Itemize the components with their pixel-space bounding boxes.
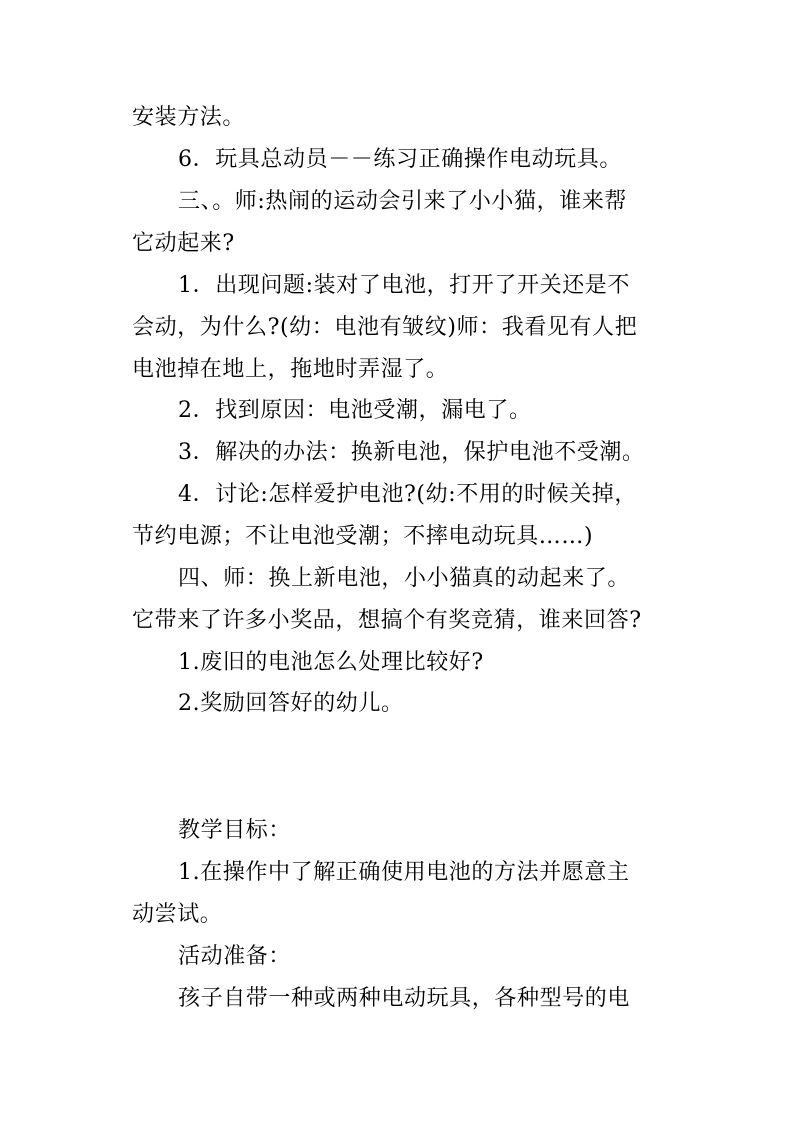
text-line: 它动起来? bbox=[132, 231, 235, 256]
text-line: 1.在操作中了解正确使用电池的方法并愿意主 bbox=[178, 860, 630, 885]
text-line: 3．解决的办法：换新电池，保护电池不受潮。 bbox=[178, 440, 645, 465]
text-line: 三、。师:热闹的运动会引来了小小猫，谁来帮 bbox=[178, 189, 628, 214]
section-heading: 活动准备： bbox=[178, 944, 292, 969]
text-line: 节约电源；不让电池受潮；不摔电动玩具……) bbox=[132, 524, 594, 549]
text-line: 电池掉在地上，拖地时弄湿了。 bbox=[132, 357, 449, 382]
text-line: 1．出现问题:装对了电池，打开了开关还是不 bbox=[178, 273, 631, 298]
text-line: 1.废旧的电池怎么处理比较好? bbox=[178, 650, 484, 675]
text-line: 会动，为什么?(幼：电池有皱纹)师：我看见有人把 bbox=[132, 315, 638, 340]
text-line: 动尝试。 bbox=[132, 902, 223, 927]
text-line: 孩子自带一种或两种电动玩具，各种型号的电 bbox=[178, 986, 631, 1011]
text-line: 2.奖励回答好的幼儿。 bbox=[178, 691, 404, 716]
text-line: 四、师：换上新电池，小小猫真的动起来了。 bbox=[178, 566, 631, 591]
text-line: 安装方法。 bbox=[132, 105, 246, 130]
text-line: 6．玩具总动员－－练习正确操作电动玩具。 bbox=[178, 147, 622, 172]
text-line: 2．找到原因：电池受潮，漏电了。 bbox=[178, 398, 532, 423]
section-heading: 教学目标： bbox=[178, 818, 292, 843]
text-line: 它带来了许多小奖品，想搞个有奖竞猜，谁来回答? bbox=[132, 608, 642, 633]
text-line: 4．讨论:怎样爱护电池?(幼:不用的时候关掉， bbox=[178, 482, 638, 507]
